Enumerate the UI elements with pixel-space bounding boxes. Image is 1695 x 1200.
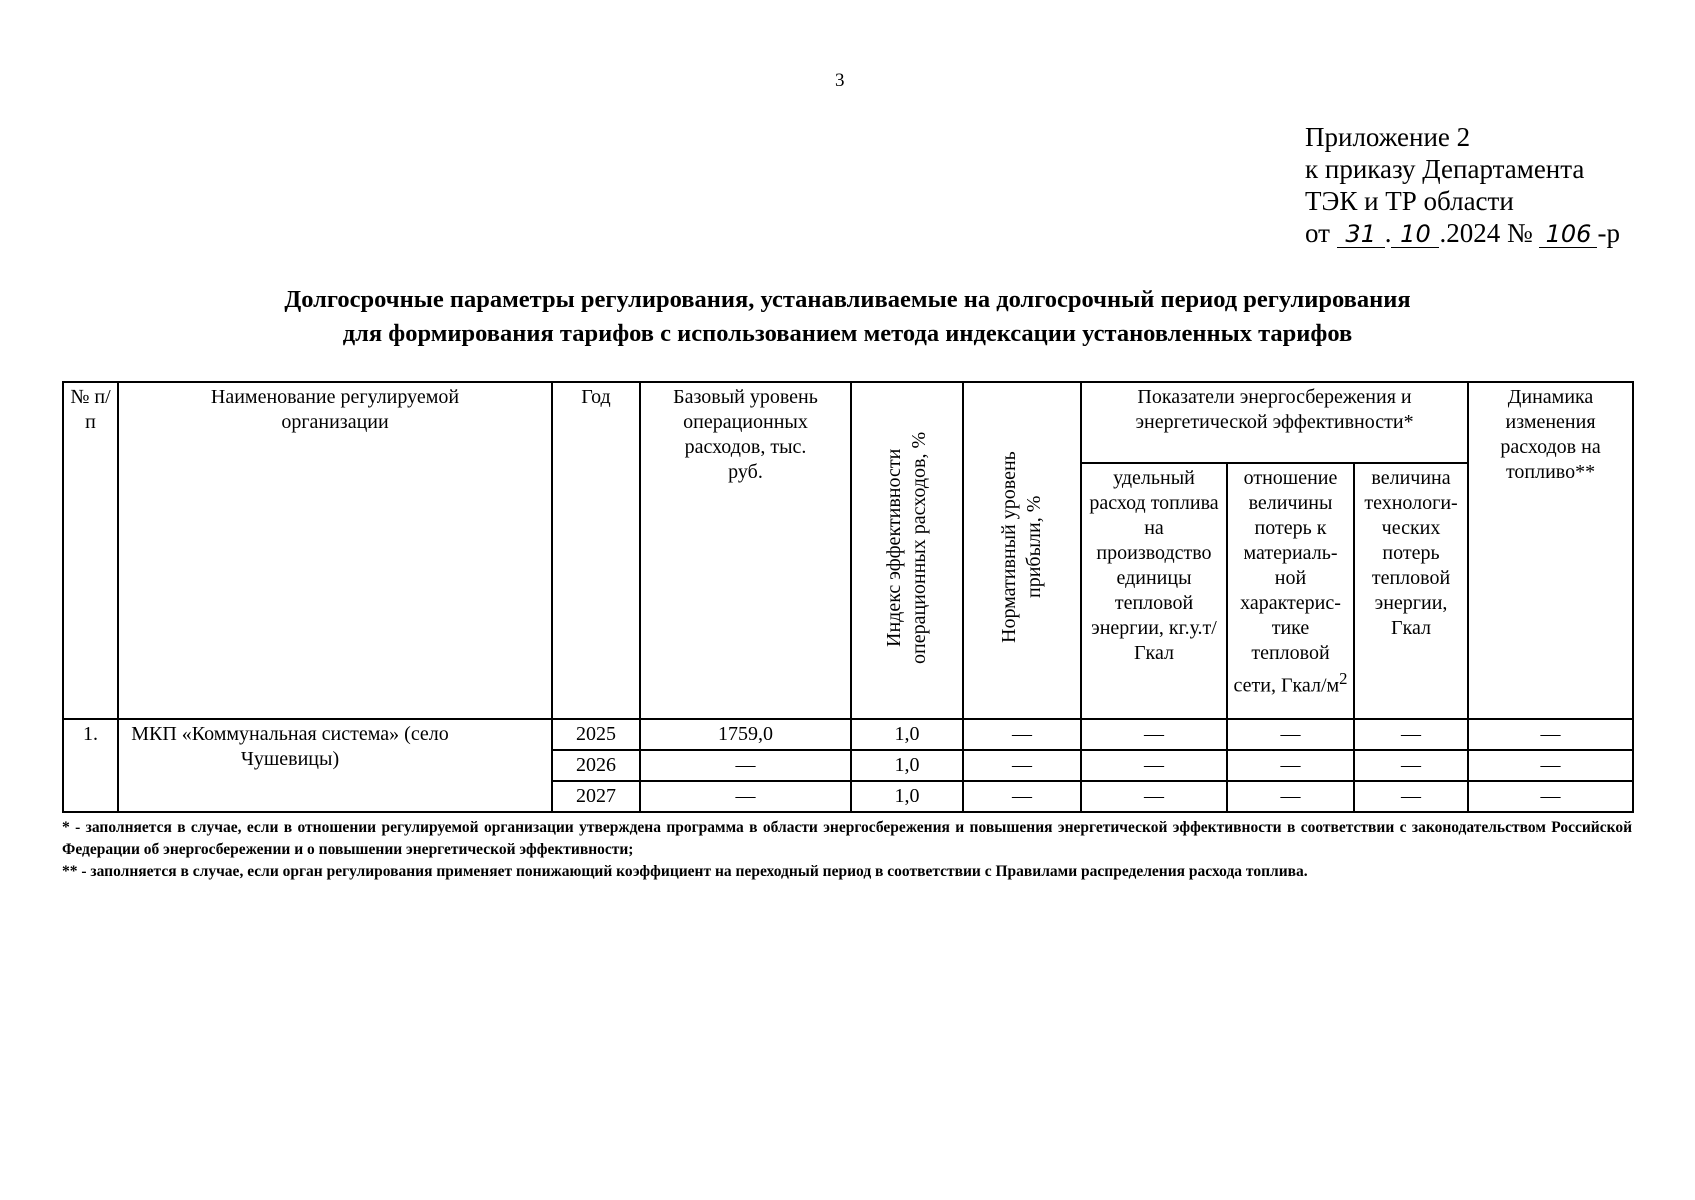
row-org: МКП «Коммунальная система» (село Чушевицы)	[118, 719, 552, 812]
row-index: 1,0	[851, 719, 963, 750]
header-base-opex: Базовый уровень операционных расходов, тыс. руб.	[640, 382, 851, 719]
header-org: Наименование регулируемой организации	[118, 382, 552, 719]
header-efficiency-index-text: Индекс эффективности операционных расходов, %	[883, 430, 930, 664]
handwritten-number: 106	[1539, 221, 1597, 248]
handwritten-day: 31	[1337, 221, 1385, 248]
appendix-order: к приказу Департамента	[1305, 154, 1585, 184]
row-index: 1,0	[851, 781, 963, 812]
row-dynamics: —	[1468, 781, 1633, 812]
row-fuel: —	[1081, 781, 1227, 812]
row-base: 1759,0	[640, 719, 851, 750]
header-tech-losses: величина технологи-ческих потерь тепловой энергии, Гкал	[1354, 463, 1468, 719]
page-number: 3	[835, 70, 845, 91]
row-year: 2027	[552, 781, 640, 812]
number-suffix: -р	[1597, 218, 1620, 248]
date-year: .2024 №	[1439, 218, 1533, 248]
table-row	[63, 719, 1633, 750]
header-profit-level-text: Нормативный уровень прибыли, %	[998, 451, 1045, 643]
footnote-1: * - заполняется в случае, если в отношении регулируемой организации утверждена программа в области энергосбережения и повышения энергетической эффективности в соответствии с законодательством Российской Федерации об энергосбережении и о повышении энергетической эффективности;	[62, 819, 1632, 858]
row-base: —	[640, 781, 851, 812]
appendix-block	[1305, 121, 1620, 249]
row-num: 1.	[63, 719, 118, 812]
row-dynamics: —	[1468, 750, 1633, 781]
row-dynamics: —	[1468, 719, 1633, 750]
row-ratio: —	[1227, 719, 1354, 750]
row-base: —	[640, 750, 851, 781]
row-profit: —	[963, 781, 1081, 812]
header-efficiency-index	[851, 382, 963, 719]
header-fuel-dynamics: Динамика изменения расходов на топливо**	[1468, 382, 1633, 719]
header-year: Год	[552, 382, 640, 719]
header-fuel-consumption: удельный расход топлива на производство единицы тепловой энергии, кг.у.т/Гкал	[1081, 463, 1227, 719]
header-num: № п/п	[63, 382, 118, 719]
appendix-department: ТЭК и ТР области	[1305, 186, 1514, 216]
appendix-title: Приложение 2	[1305, 122, 1471, 152]
title-line-1: Долгосрочные параметры регулирования, устанавливаемые на долгосрочный период регулирования	[284, 286, 1411, 313]
row-index: 1,0	[851, 750, 963, 781]
row-year: 2026	[552, 750, 640, 781]
footnote-2: ** - заполняется в случае, если орган регулирования применяет понижающий коэффициент на переходный период в соответствии с Правилами распределения расхода топлива.	[62, 863, 1308, 880]
header-loss-ratio	[1227, 463, 1354, 719]
row-fuel: —	[1081, 750, 1227, 781]
header-profit-level	[963, 382, 1081, 719]
handwritten-month: 10	[1391, 221, 1439, 248]
title-line-2: для формирования тарифов с использованием метода индексации установленных тарифов	[342, 320, 1353, 347]
row-year: 2025	[552, 719, 640, 750]
row-fuel: —	[1081, 719, 1227, 750]
row-losses: —	[1354, 719, 1468, 750]
row-ratio: —	[1227, 781, 1354, 812]
footnotes	[62, 817, 1632, 883]
row-ratio: —	[1227, 750, 1354, 781]
date-prefix: от	[1305, 218, 1330, 248]
appendix-date-line: от 31 . 10 .2024 № 106 -р	[1305, 218, 1620, 248]
row-profit: —	[963, 719, 1081, 750]
row-losses: —	[1354, 750, 1468, 781]
header-loss-ratio-text: отношение величины потерь к материаль-ной характерис-тике тепловой сети, Гкал/м	[1233, 467, 1341, 697]
row-losses: —	[1354, 781, 1468, 812]
row-profit: —	[963, 750, 1081, 781]
header-row-1	[63, 382, 1633, 463]
document-title	[60, 283, 1635, 351]
header-energy-group: Показатели энергосбережения и энергетической эффективности*	[1081, 382, 1468, 463]
parameters-table	[62, 381, 1634, 813]
header-loss-ratio-sup: 2	[1339, 669, 1348, 688]
